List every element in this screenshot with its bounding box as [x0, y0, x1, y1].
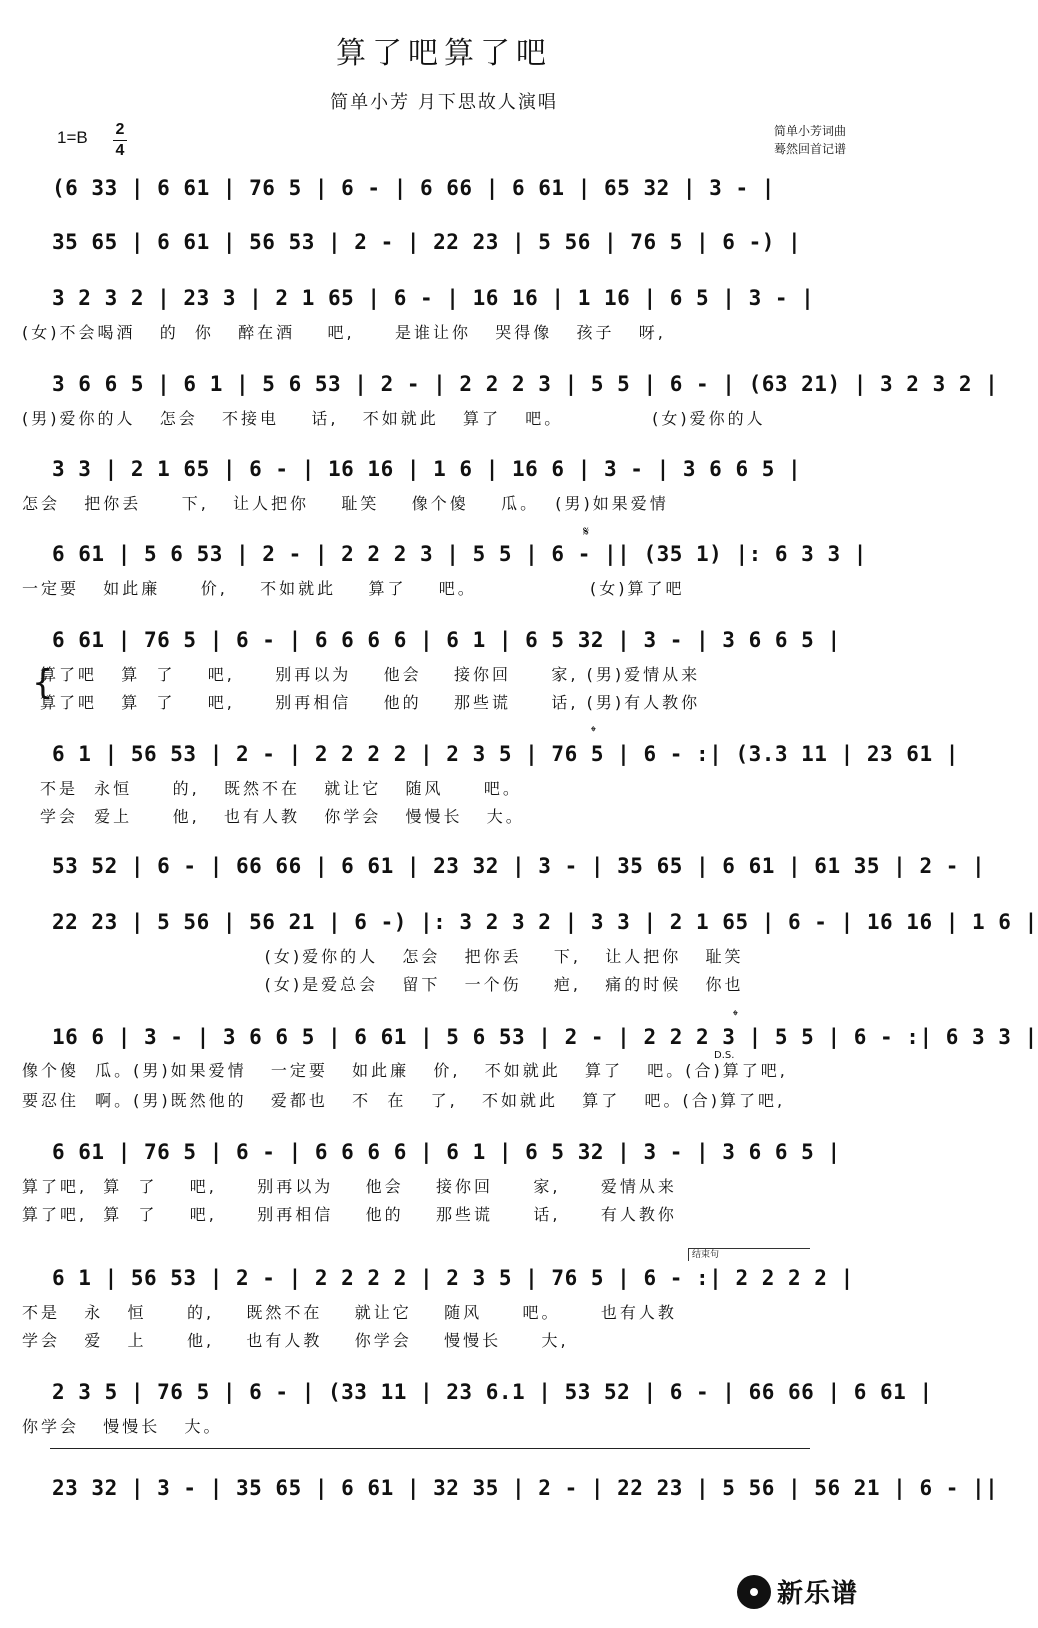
notation-line: 23 32 | 3 - | 35 65 | 6 61 | 32 35 | 2 - | 22 23 | 5 56 | 56 21 | 6 - || — [52, 1476, 999, 1500]
lyric-line: (女)是爱总会 留下 一个伤 疤, 痛的时候 你也 — [22, 975, 744, 994]
notation-line: 6 1 | 56 53 | 2 - | 2 2 2 2 | 2 3 5 | 76 5 | 6 - :| (3.3 11 | 23 61 | — [52, 742, 959, 766]
ds-marking: D.S. — [714, 1050, 735, 1061]
meter-bar — [113, 140, 127, 141]
key-signature: 1=B — [57, 128, 88, 147]
site-logo — [737, 1573, 858, 1610]
notation-line: 6 61 | 5 6 53 | 2 - | 2 2 2 3 | 5 5 | 6 - || (35 1) |: 6 3 3 | — [52, 542, 867, 566]
notation-line: 6 61 | 76 5 | 6 - | 6 6 6 6 | 6 1 | 6 5 32 | 3 - | 3 6 6 5 | — [52, 628, 841, 652]
notation-line: 53 52 | 6 - | 66 66 | 6 61 | 23 32 | 3 - | 35 65 | 6 61 | 61 35 | 2 - | — [52, 854, 986, 878]
lyric-line: 学会 爱 上 他, 也有人教 你学会 慢慢长 大, — [22, 1331, 569, 1350]
lyric-line: (女)不会喝酒 的 你 醉在酒 吧, 是谁让你 哭得像 孩子 呀, — [22, 323, 666, 342]
notation-line: 6 61 | 76 5 | 6 - | 6 6 6 6 | 6 1 | 6 5 32 | 3 - | 3 6 6 5 | — [52, 1140, 841, 1164]
lyric-line: 你学会 慢慢长 大。 — [22, 1417, 223, 1436]
song-title: 算了吧算了吧 — [336, 36, 552, 71]
notation-line: 3 6 6 5 | 6 1 | 5 6 53 | 2 - | 2 2 2 3 | 5 5 | 6 - | (63 21) | 3 2 3 2 | — [52, 372, 999, 396]
lyric-line: (女)爱你的人 怎会 把你丢 下, 让人把你 耻笑 — [22, 947, 744, 966]
meter-top: 2 — [115, 121, 125, 138]
coda-sign: 𝄌 — [733, 1008, 738, 1024]
lyric-line: 要忍住 啊。(男)既然他的 爱都也 不 在 了, 不如就此 算了 吧。(合)算了吧, — [22, 1091, 786, 1110]
coda-sign: 𝄌 — [591, 724, 596, 740]
record-icon — [737, 1575, 771, 1609]
divider — [50, 1448, 810, 1449]
lyric-line: 算了吧 算 了 吧, 别再以为 他会 接你回 家, (男)爱情从来 — [40, 665, 701, 684]
credits — [774, 122, 846, 158]
lyric-line: 怎会 把你丢 下, 让人把你 耻笑 像个傻 瓜。 (男)如果爱情 — [22, 494, 669, 513]
credit-transcriber: 蓦然回首记谱 — [773, 142, 846, 156]
lyric-line: 不是 永恒 的, 既然不在 就让它 随风 吧。 — [40, 779, 522, 798]
notation-line: 22 23 | 5 56 | 56 21 | 6 -) |: 3 2 3 2 | 3 3 | 2 1 65 | 6 - | 16 16 | 1 6 | — [52, 910, 1038, 934]
lyric-line: 像个傻 瓜。(男)如果爱情 一定要 如此廉 价, 不如就此 算了 吧。(合)算了吧, — [22, 1061, 788, 1080]
credit-lyrics-music: 简单小芳词曲 — [773, 124, 846, 138]
lyric-line: (男)爱你的人 怎会 不接电 话, 不如就此 算了 吧。 (女)爱你的人 — [22, 409, 766, 428]
song-subtitle: 简单小芳 月下思故人演唱 — [330, 92, 558, 113]
notation-line: 6 1 | 56 53 | 2 - | 2 2 2 2 | 2 3 5 | 76 5 | 6 - :| 2 2 2 2 | — [52, 1266, 854, 1290]
notation-line: 3 3 | 2 1 65 | 6 - | 16 16 | 1 6 | 16 6 | 3 - | 3 6 6 5 | — [52, 457, 802, 481]
notation-line: 35 65 | 6 61 | 56 53 | 2 - | 22 23 | 5 56 | 76 5 | 6 -) | — [52, 230, 802, 254]
verse-brace: { — [32, 663, 54, 703]
notation-line: 16 6 | 3 - | 3 6 6 5 | 6 61 | 5 6 53 | 2 - | 2 2 2 3 | 5 5 | 6 - :| 6 3 3 | — [52, 1025, 1038, 1049]
lyric-line: 不是 永 恒 的, 既然不在 就让它 随风 吧。 也有人教 — [22, 1303, 677, 1322]
segno-sign: 𝄋 — [583, 524, 590, 540]
lyric-line: 算了吧, 算 了 吧, 别再相信 他的 那些谎 话, 有人教你 — [22, 1205, 677, 1224]
time-signature — [110, 120, 130, 161]
logo-text: 新乐谱 — [776, 1579, 858, 1609]
lyric-line: 算了吧 算 了 吧, 别再相信 他的 那些谎 话, (男)有人教你 — [40, 693, 701, 712]
notation-line: 3 2 3 2 | 23 3 | 2 1 65 | 6 - | 16 16 | 1 16 | 6 5 | 3 - | — [52, 286, 815, 310]
lyric-line: 学会 爱上 他, 也有人教 你学会 慢慢长 大。 — [40, 807, 525, 826]
meter-bottom: 4 — [115, 142, 125, 159]
lyric-line: 算了吧, 算 了 吧, 别再以为 他会 接你回 家, 爱情从来 — [22, 1177, 677, 1196]
notation-line: (6 33 | 6 61 | 76 5 | 6 - | 6 66 | 6 61 | 65 32 | 3 - | — [52, 176, 775, 200]
lyric-line: 一定要 如此廉 价, 不如就此 算了 吧。 (女)算了吧 — [22, 579, 685, 598]
ending-label: 结束句 — [688, 1248, 810, 1261]
notation-line: 2 3 5 | 76 5 | 6 - | (33 11 | 23 6.1 | 53 52 | 6 - | 66 66 | 6 61 | — [52, 1380, 933, 1404]
